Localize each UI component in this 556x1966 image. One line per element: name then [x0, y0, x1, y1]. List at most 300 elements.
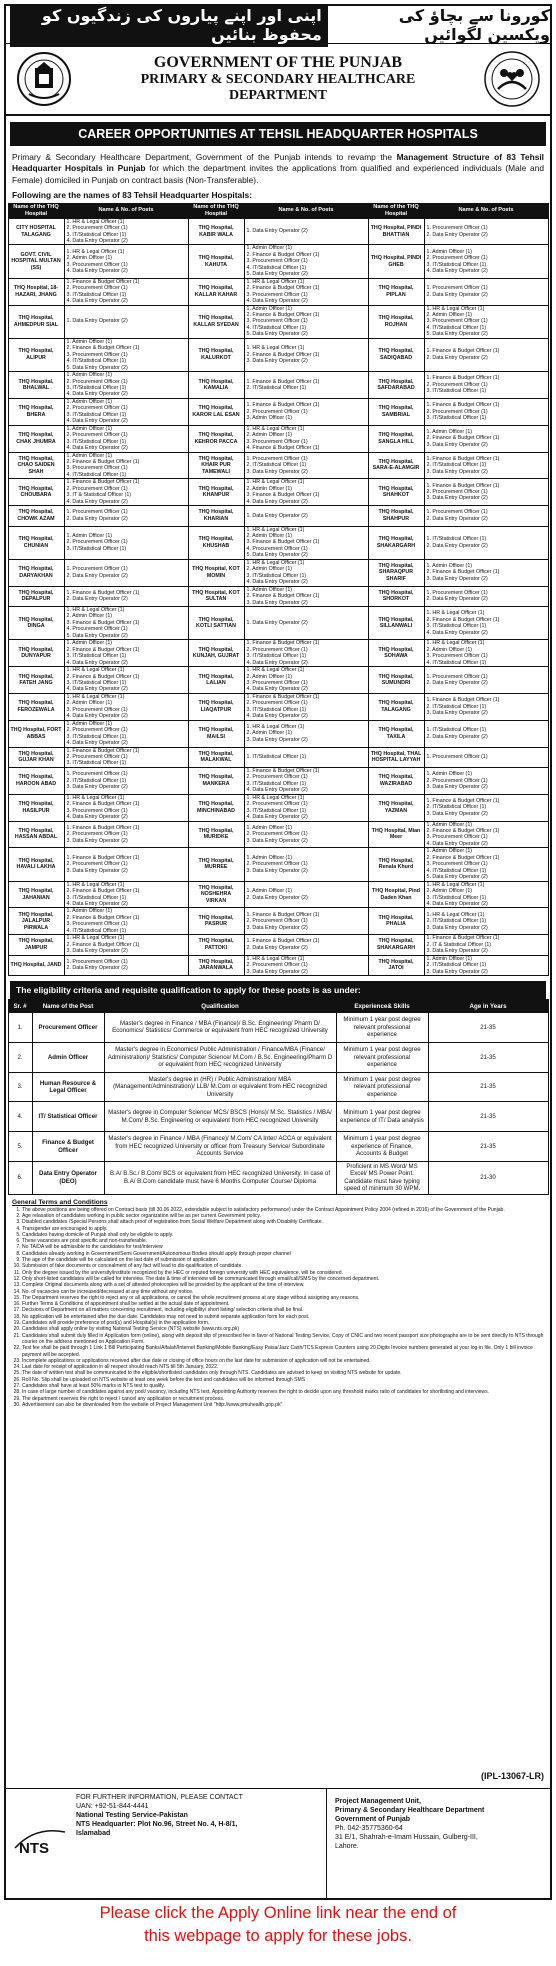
hospital-posts: 1. HR & Legal Officer (1) 2. Procurement Officer (1) 3. Data Entry Operator (2) — [244, 955, 368, 975]
hospital-posts: 1. Procurement Officer (1) 2. IT/Statistical Officer (1) 3. Data Entry Operator (2) — [64, 767, 188, 794]
table-row — [8, 1072, 548, 1102]
table-row — [8, 506, 548, 526]
table-row — [8, 607, 548, 640]
hospital-name: THQ Hospital, PHALIA — [368, 908, 424, 935]
hospital-name: THQ Hospital, SADIQABAD — [368, 338, 424, 371]
hospital-posts: 1. Admin Officer (1) 2. Procurement Officer (1) 3. Data Entry Operator (2) — [244, 848, 368, 881]
hospital-name: THQ Hospital, SAMBRIAL — [368, 398, 424, 425]
hospital-posts: 1. Finance & Budget Officer (1) 2. Procurement Officer (1) 3. IT/Statistical Officer (1) 4. Data Entry Operator (2) — [244, 640, 368, 667]
hospital-posts: 1. Finance & Budget Officer (1) 2. Procurement Officer (1) 3. Data Entry Operator (2) — [244, 908, 368, 935]
table-row — [8, 586, 548, 606]
qualification: Master's degree in Economics/ Public Administration / Finance/MBA (Finance/ Administration)/ Statistics/ Computer Science/ M.Com / B.Sc. Engineering/Pharm D or equivalent from HEC recognized University — [104, 1042, 336, 1072]
hospital-posts: 1. HR & Legal Officer (1) 2. Admin Officer (1) 3. Finance & Budget Officer (1) 4. Procurement Officer (1) 5. Data Entry Operator (2) — [64, 607, 188, 640]
table-row — [8, 245, 548, 278]
qualification: Master's degree in Computer Science/ MCS/ BSCS (Hons)/ M.Sc. Statistics / MBA/ M.Com/ B.Sc. Engineering or equivalent from HEC recognized University — [104, 1102, 336, 1132]
hospital-name: THQ Hospital, DARYAKHAN — [8, 559, 64, 586]
intro-part2: for which the department invites the applications from qualified and experienced individuals (Male and Female) domiciled in Punjab on contract basis (Non-Transferable). — [12, 163, 545, 185]
table-row — [8, 693, 548, 720]
qualification: B.A/ B.Sc./ B.Com/ BCS or equivalent from HEC recognized University. In case of B.A/ B.Com candidate must have 6 Months Computer Course/ Diploma — [104, 1162, 336, 1195]
hospital-name: THQ Hospital, CHOUBARA — [8, 479, 64, 506]
term-item: 17. Decisions of Department on all matters concerning recruitment, including eligibility/ short listing/ selection criteria shall be final. — [22, 1307, 544, 1313]
hospital-name: THQ Hospital, KUNJAH, GUJRAT — [188, 640, 244, 667]
hospital-name: THQ Hospital, DEPALPUR — [8, 586, 64, 606]
hospital-posts: 1. Procurement Officer (1) 2. Data Entry Operator (2) — [424, 667, 548, 694]
footer — [6, 1788, 550, 1898]
hospital-posts: 1. Admin Officer (1) 2. Finance & Budget Officer (1) 3. Data Entry Operator (2) — [424, 425, 548, 452]
hospital-name: THQ Hospital, JALALPUR PIRWALA — [8, 908, 64, 935]
hospital-posts: 1. Admin Officer (1) 2. Data Entry Operator (2) — [244, 881, 368, 908]
serial-number: 6. — [8, 1162, 32, 1195]
hospital-name: THQ Hospital, MAILSI — [188, 720, 244, 747]
table-row — [8, 1162, 548, 1195]
table-row — [8, 1102, 548, 1132]
serial-number: 3. — [8, 1072, 32, 1102]
footer-right-line4: Ph. 042-35775360-64 — [335, 1825, 403, 1833]
hospital-posts: 1. IT/Statistical Officer (1) — [244, 747, 368, 767]
column-header: Name & No. of Posts — [64, 204, 188, 219]
hospital-name: THQ Hospital, HASSAN ABDAL — [8, 821, 64, 848]
hospital-posts: 1. HR & Legal Officer (1) 2. Admin Officer (1) 3. Finance & Budget Officer (1) 4. Data Entry Operator (2) — [244, 479, 368, 506]
intro-bold: Management Structure of 83 Tehsil Headquarter Hospitals in Punjab — [12, 152, 545, 174]
hospital-posts: 1. Finance & Budget Officer (1) 2. Procurement Officer (1) 3. IT & Statistical Officer (1) 4. Data Entry Operator (2) — [64, 479, 188, 506]
hospital-name: THQ Hospital, SHAKARGARH — [368, 526, 424, 559]
hospital-posts: 1. Procurement Officer (1) 2. Data Entry Operator (2) — [424, 506, 548, 526]
advertisement — [4, 4, 552, 1900]
hospital-posts: 1. Admin Officer (1) 2. Finance & Budget Officer (1) 3. Procurement Officer (1) 4. IT/Statistical Officer (1) 5. Data Entry Operator (2) — [244, 305, 368, 338]
term-item: 14. No. of vacancies can be increased/decreased at any time without any notice. — [22, 1289, 544, 1295]
age-range: 21-35 — [428, 1102, 548, 1132]
hospital-posts: 1. Admin Officer (1) 2. Finance & Budget Officer (1) 3. Procurement Officer (1) 4. Data Entry Operator (2) — [424, 821, 548, 848]
hospital-name: GOVT. CIVIL HOSPITAL MULTAN (SS) — [8, 245, 64, 278]
hospital-table — [8, 203, 549, 976]
column-header: Experience& Skills — [336, 1000, 428, 1013]
column-header: Name of the THQ Hospital — [188, 204, 244, 219]
intro-paragraph — [6, 150, 550, 188]
age-range: 21-35 — [428, 1072, 548, 1102]
experience: Minimum 1 year post degree relevant professional experience — [336, 1013, 428, 1043]
experience: Minimum 1 year post degree experience of IT/ Data analysis — [336, 1102, 428, 1132]
term-item: 8. Candidates already working in Government/Semi Government/Autonomous Bodies should apply through proper channel — [22, 1251, 544, 1257]
hospital-name: THQ Hospital, DINGA — [8, 607, 64, 640]
column-header: Age in Years — [428, 1000, 548, 1013]
hospital-name: THQ Hospital, KHUSHAB — [188, 526, 244, 559]
hospital-name: THQ Hospital, KABIR WALA — [188, 218, 244, 245]
hospital-posts: 1. IT/Statistical Officer (1) 2. Data Entry Operator (2) — [424, 720, 548, 747]
eligibility-table-header — [8, 1000, 548, 1013]
column-header: Name & No. of Posts — [424, 204, 548, 219]
term-item: 28. In case of large number of candidates against any post/ vacancy, including NTS test, Appointing Authority reserves the right to decide upon any threshold marks ratio of candidates for shortlisting and interviews. — [22, 1389, 544, 1395]
hospital-name: THQ Hospital, SOHAWA — [368, 640, 424, 667]
post-name: Finance & Budget Officer — [32, 1132, 104, 1162]
footer-right-line1: Project Management Unit, — [335, 1798, 421, 1805]
hospital-name: THQ Hospital, KOT MOMIN — [188, 559, 244, 586]
table-row — [8, 667, 548, 694]
hospital-posts: 1. HR & Legal Officer (1) 2. IT/Statistical Officer (1) 3. Data Entry Operator (2) — [424, 908, 548, 935]
hospital-posts: 1. HR & Legal Officer (1) 2. Admin Officer (1) 3. IT/Statistical Officer (1) 4. Data Entry Operator (2) — [244, 559, 368, 586]
hospital-name: THQ Hospital, TAXILA — [368, 720, 424, 747]
hospital-name: THQ Hospital, JAHANIAN — [8, 881, 64, 908]
footer-right-line6: Lahore. — [335, 1843, 359, 1851]
apply-note-line1: Please click the Apply Online link near the end of — [99, 1904, 457, 1922]
table-row — [8, 848, 548, 881]
hospital-name: THQ Hospital, KEHROR PACCA — [188, 425, 244, 452]
hospital-name: THQ Hospital, KALURKOT — [188, 338, 244, 371]
hospital-name: THQ Hospital, SHAHPUR — [368, 506, 424, 526]
hospital-name: THQ Hospital, BHERA — [8, 398, 64, 425]
hospital-name: THQ Hospital, ROJHAN — [368, 305, 424, 338]
hospital-name: THQ Hospital, CHAK JHUMRA — [8, 425, 64, 452]
hospital-posts: 1. HR & Legal Officer (1) 2. Finance & Budget Officer (1) 3. Procurement Officer (1) 4. Data Entry Operator (2) — [64, 794, 188, 821]
serial-number: 4. — [8, 1102, 32, 1132]
hospital-name: THQ Hospital, HAVALI LAKHA — [8, 848, 64, 881]
hospital-posts: 1. Admin Officer (1) 2. Finance & Budget Officer (1) 3. Data Entry Operator (2) — [244, 586, 368, 606]
hospital-posts: 1. Admin Officer (1) 2. Finance & Budget Officer (1) 3. IT/Statistical Officer (1) 4. Data Entry Operator (2) — [64, 640, 188, 667]
hospital-name: THQ Hospital, PASRUR — [188, 908, 244, 935]
hospital-posts: 1. Admin Officer (1) 2. IT/Statistical Officer (1) 3. Data Entry Operator (2) — [424, 955, 548, 975]
footer-right-line5: 31 E/1, Shahrah-e-Imam Hussain, Gulberg-III, — [335, 1834, 478, 1842]
table-row — [8, 881, 548, 908]
footer-left-line1: FOR FURTHER INFORMATION, PLEASE CONTACT — [76, 1794, 243, 1801]
hospital-name: THQ Hospital, KAROR LAL ESAN — [188, 398, 244, 425]
table-row — [8, 425, 548, 452]
hospital-name: THQ Hospital, SHAKARGARH — [368, 935, 424, 955]
table-row — [8, 908, 548, 935]
term-item: 21. Candidates shall submit duly filled in Application form (online), along with deposit slip of prescribed fee in favor of National Testing Service, Copy of CNIC and two recent passport size photographs are to be sent directly to NTS through courier on the address mentioned on Application Form. — [22, 1333, 544, 1346]
header-title — [82, 54, 474, 105]
urdu-banner-right: کورونا سے بچاؤ کی ویکسین لگوائیں — [398, 5, 550, 44]
punjab-govt-logo-icon — [12, 47, 76, 111]
hospital-posts: 1. Procurement Officer (1) 2. Data Entry Operator (2) — [64, 506, 188, 526]
table-row — [8, 1042, 548, 1072]
urdu-banner-left: اپنی اور اپنے پیاروں کی زندگیوں کو محفوظ بنائیں — [10, 4, 328, 47]
term-item: 26. Roll No. Slip shall be uploaded on NTS website at least one week before the test and candidates will be informed through SMS — [22, 1377, 544, 1383]
footer-contact-pmu — [326, 1789, 550, 1898]
footer-contact-nts — [6, 1789, 326, 1898]
hospital-name: THQ Hospital, MALAKWAL — [188, 747, 244, 767]
footer-left-line2: UAN: +92-51-844-4441 — [76, 1803, 149, 1811]
qualification: Master's degree in Finance / MBA (Finance)/ B.Sc. Engineering/ Pharm D/ Economics/ Statistics/ Commerce or equivalent from HEC recognized University — [104, 1013, 336, 1043]
table-row — [8, 398, 548, 425]
hospital-posts: 1. HR & Legal Officer (1) 2. Finance & Budget Officer (1) 3. Data Entry Operator (2) — [64, 935, 188, 955]
hospital-posts: 1. Finance & Budget Officer (1) 2. Procurement Officer (1) 3. IT/Statistical Officer (1) — [424, 398, 548, 425]
table-row — [8, 747, 548, 767]
hospital-posts: 1. Admin Officer (1) 2. Procurement Officer (1) 3. IT/Statistical Officer (1) 4. Data Entry Operator (2) — [424, 245, 548, 278]
hospital-name: THQ Hospital, TALAGANG — [368, 693, 424, 720]
hospital-name: THQ Hospital, SHAHKOT — [368, 479, 424, 506]
hospital-posts: 1. Finance & Budget Officer (1) 2. IT/Statistical Officer (1) 3. Data Entry Operator (2) — [424, 452, 548, 479]
hospital-name: THQ Hospital, KHAIR PUR TAMEWALI — [188, 452, 244, 479]
term-item: 23. Incomplete applications or applications received after due date or closing of office hours on the last date for submission of application will not be entertained. — [22, 1358, 544, 1364]
term-item: 12. Only short-listed candidates will be called for interview. The date & time of interview will be communicated through email/call/SMS by the concerned department. — [22, 1276, 544, 1282]
hospital-posts: 1. HR & Legal Officer (1) 2. Finance & Budget Officer (1) 3. IT/Statistical Officer (1) 4. Data Entry Operator (2) — [64, 881, 188, 908]
hospital-name: THQ Hospital, CHOWK AZAM — [8, 506, 64, 526]
column-header: Name of the THQ Hospital — [368, 204, 424, 219]
table-row — [8, 372, 548, 399]
hospital-table-header — [8, 204, 548, 219]
hospital-posts: 1. HR & Legal Officer (1) 2. Procurement Officer (1) 3. IT/Statistical Officer (1) 4. Data Entry Operator (2) — [64, 218, 188, 245]
hospital-name: THQ Hospital, DUNYAPUR — [8, 640, 64, 667]
intro-part1: Primary & Secondary Healthcare Department, Government of the Punjab intends to revamp the — [12, 152, 397, 162]
hospital-posts: 1. HR & Legal Officer (1) 2. Procurement Officer (1) 3. IT/Statistical Officer (1) 4. Data Entry Operator (2) — [244, 794, 368, 821]
hospital-posts: 1. HR & Legal Officer (1) 2. Finance & Budget Officer (1) 3. Procurement Officer (1) 4. Data Entry Operator (2) — [244, 278, 368, 305]
hospital-posts: 1. Procurement Officer (1) 2. Data Entry Operator (2) — [424, 278, 548, 305]
hospital-list-heading: Following are the names of 83 Tehsil Headquarter Hospitals: — [12, 190, 252, 201]
hospital-posts: 1. Procurement Officer (1) 2. Data Entry Operator (2) — [424, 586, 548, 606]
hospital-posts: 1. Admin Officer (1) 2. Procurement Officer (1) 3. IT/Statistical Officer (1) — [64, 526, 188, 559]
hospital-name: THQ Hospital, LIAQATPUR — [188, 693, 244, 720]
table-row — [8, 821, 548, 848]
term-item: 18. No application will be entertained after the due date. Candidates may not need to submit separate application form for each post. — [22, 1314, 544, 1320]
hospital-name: THQ Hospital, KHARIAN — [188, 506, 244, 526]
table-row — [8, 559, 548, 586]
hospital-posts: 1. Data Entry Operator (2) — [244, 607, 368, 640]
hospital-name: THQ Hospital, NOSHEHRA VIRKAN — [188, 881, 244, 908]
experience: Minimum 1 year post degree relevant professional experience — [336, 1072, 428, 1102]
post-name: Admin Officer — [32, 1042, 104, 1072]
experience: Minimum 1 year post degree experience of Finance, Accounts & Budget — [336, 1132, 428, 1162]
hospital-name: THQ Hospital, PIPLAN — [368, 278, 424, 305]
nts-logo-text: NTS — [19, 1840, 49, 1856]
hospital-name: THQ Hospital, HASILPUR — [8, 794, 64, 821]
hospital-name: THQ Hospital, FEROZEWALA — [8, 693, 64, 720]
hospital-posts: 1. HR & Legal Officer (1) 2. Admin Officer (1) 3. IT/Statistical Officer (1) 4. Data Entry Operator (2) — [424, 881, 548, 908]
term-item: 20. Candidates shall apply online by visiting National Testing Service (NTS) website (www.nts.org.pk) — [22, 1326, 544, 1332]
hospital-name: THQ Hospital, PINDI GHEB — [368, 245, 424, 278]
terms-title: General Terms and Conditions — [12, 1198, 108, 1206]
hospital-posts: 1. Finance & Budget Officer (1) 2. Procurement Officer (1) 3. IT/Statistical Officer (1) — [64, 747, 188, 767]
terms-list — [6, 1207, 550, 1409]
hospital-posts: 1. Finance & Budget Officer (1) 2. Procurement Officer (1) 3. IT/Statistical Officer (1) 4. Data Entry Operator (2) — [64, 278, 188, 305]
column-header: Name of the Post — [32, 1000, 104, 1013]
govt-name: GOVERNMENT OF THE PUNJAB — [153, 53, 403, 71]
hospital-posts: 1. HR & Legal Officer (1) 2. Admin Officer (1) 3. Procurement Officer (1) 4. IT/Statistical Officer (1) 5. Data Entry Operator (2) — [424, 305, 548, 338]
hospital-name: THQ Hospital, YAZMAN — [368, 794, 424, 821]
hospital-name: THQ Hospital, KALLAR SYEDAN — [188, 305, 244, 338]
hospital-posts: 1. HR & Legal Officer (1) 2. Admin Officer (1) 3. Procurement Officer (1) 4. IT/Statistical Officer (1) — [424, 640, 548, 667]
post-name: Human Resource & Legal Officer — [32, 1072, 104, 1102]
table-row — [8, 526, 548, 559]
hospital-posts: 1. Admin Officer (1) 2. Procurement Officer (1) 3. Data Entry Operator (2) — [424, 767, 548, 794]
post-name: Procurement Officer — [32, 1013, 104, 1043]
eligibility-title: The eligibility criteria and requisite qualification to apply for these posts is as under: — [10, 981, 546, 999]
hospital-name: THQ Hospital, LALIAN — [188, 667, 244, 694]
hospital-posts: 1. Finance & Budget Officer (1) 2. IT/Statistical Officer (1) 3. Data Entry Operator (2) — [424, 693, 548, 720]
table-row — [8, 305, 548, 338]
hospital-posts: 1. Procurement Officer (1) 2. Data Entry Operator (2) — [64, 955, 188, 975]
footer-left-line5: Islamabad — [76, 1830, 111, 1838]
footer-left-line4: NTS Headquarter: Plot No.96, Street No. 4, H-8/1, — [76, 1821, 238, 1829]
hospital-name: THQ Hospital, HAROON ABAD — [8, 767, 64, 794]
hospital-posts: 1. HR & Legal Officer (1) 2. Admin Officer (1) 3. Procurement Officer (1) 4. Data Entry Operator (2) — [244, 667, 368, 694]
post-name: Data Entry Operator (DEO) — [32, 1162, 104, 1195]
hospital-name: THQ Hospital, SUMUNDRI — [368, 667, 424, 694]
urdu-banner — [6, 6, 550, 44]
table-row — [8, 720, 548, 747]
table-row — [8, 935, 548, 955]
term-item: 13. Complete Original documents along with a set of attested photocopies will be provided by the applicant at the time of interview. — [22, 1282, 544, 1288]
term-item: 29. The department reserves the right to reject / cancel any application or recruitment process. — [22, 1396, 544, 1402]
hospital-posts: 1. Data Entry Operator (2) — [244, 506, 368, 526]
term-item: 3. Disabled candidates /Special Persons shall attach proof of registration from Social Welfare Department along with Disability Certificate. — [22, 1219, 544, 1225]
hospital-posts: 1. Procurement Officer (1) — [424, 747, 548, 767]
eligibility-table — [8, 999, 549, 1195]
hospital-posts: 1. Data Entry Operator (2) — [64, 305, 188, 338]
hospital-posts: 1. Admin Officer (1) 2. Procurement Officer (1) 3. IT/Statistical Officer (1) 4. Data Entry Operator (2) — [64, 398, 188, 425]
experience: Minimum 1 year post degree relevant professional experience — [336, 1042, 428, 1072]
hospital-name: THQ Hospital, KOTLI SATTIAN — [188, 607, 244, 640]
hospital-name: THQ Hospital, JATOI — [368, 955, 424, 975]
hospital-posts: 1. Finance & Budget Officer (1) 2. Procurement Officer (1) 3. Admin Officer (1) — [244, 398, 368, 425]
nts-logo-icon — [12, 1821, 68, 1861]
footer-right-line2: Primary & Secondary Healthcare Department — [335, 1807, 485, 1815]
page-title: CAREER OPPORTUNITIES AT TEHSIL HEADQUARTER HOSPITALS — [10, 122, 546, 146]
hospital-name: THQ Hospital, 18-HAZARI, JHANG — [8, 278, 64, 305]
table-row — [8, 479, 548, 506]
hospital-posts: 1. Finance & Budget Officer (1) 2. Procurement Officer (1) 3. Data Entry Operator (2) — [424, 479, 548, 506]
term-item: 25. The date of written test shall be communicated to the eligible/shortlisted candidates only through NTS. Candidates are advised to keep on visiting NTS website for update. — [22, 1370, 544, 1376]
table-row — [8, 338, 548, 371]
table-row — [8, 218, 548, 245]
term-item: 5. Candidates having domicile of Punjab shall only be eligible to apply. — [22, 1232, 544, 1238]
column-header: Qualification — [104, 1000, 336, 1013]
hospital-name: THQ Hospital, KAMALIA — [188, 372, 244, 399]
hospital-posts: 1. Admin Officer (1) 2. Finance & Budget Officer (1) 3. Procurement Officer (1) 4. IT/Statistical Officer (1) 5. Data Entry Operator (2) — [424, 848, 548, 881]
hospital-posts: 1. Finance & Budget Officer (1) 2. IT/Statistical Officer (1) — [244, 372, 368, 399]
term-item: 1. The above positions are being offered on Contract basis (till 30.06.2022, extendable subject to satisfactory performance) under the Contract Appointment Policy 2004 (refined in 2016) of the Government of the Punjab. — [22, 1207, 544, 1213]
hospital-name: THQ Hospital, AHMEDPUR SIAL — [8, 305, 64, 338]
healthcare-department-logo-icon — [480, 47, 544, 111]
hospital-name: THQ Hospital, KALLAR KAHAR — [188, 278, 244, 305]
hospital-posts: 1. Admin Officer (1) 2. Procurement Officer (1) 3. IT/Statistical Officer (1) 4. Data Entry Operator (2) — [64, 720, 188, 747]
hospital-posts: 1. Admin Officer (1) 2. Finance & Budget Officer (1) 3. Procurement Officer (1) 4. IT/Statistical Officer (1) 5. Data Entry Operator (2) — [64, 338, 188, 371]
hospital-name: THQ Hospital, SAFDARABAD — [368, 372, 424, 399]
hospital-posts: 1. Finance & Budget Officer (1) 2. IT/Statistical Officer (1) 3. Data Entry Operator (2) — [424, 794, 548, 821]
hospital-posts: 1. HR & Legal Officer (1) 2. Admin Officer (1) 3. Procurement Officer (1) 4. Data Entry Operator (2) — [64, 245, 188, 278]
hospital-name: THQ Hospital, SILLANWALI — [368, 607, 424, 640]
table-row — [8, 794, 548, 821]
hospital-name: THQ Hospital, KAHUTA — [188, 245, 244, 278]
department-name-line2: DEPARTMENT — [228, 88, 328, 104]
age-range: 21-30 — [428, 1162, 548, 1195]
hospital-posts: 1. Admin Officer (1) 2. Finance & Budget Officer (1) 3. Procurement Officer (1) 4. IT/Statistical Officer (1) 5. Data Entry Operator (2) — [244, 245, 368, 278]
hospital-name: THQ Hospital, JAND — [8, 955, 64, 975]
hospital-name: THQ Hospital, MINCHINABAD — [188, 794, 244, 821]
hospital-posts: 1. Finance & Budget Officer (1) 2. Procurement Officer (1) 3. IT/Statistical Officer (1) 4. Data Entry Operator (2) — [244, 693, 368, 720]
hospital-posts: 1. HR & Legal Officer (1) 2. Admin Officer (1) 3. Procurement Officer (1) 4. Data Entry Operator (2) — [64, 693, 188, 720]
hospital-name: THQ Hospital, GUJAR KHAN — [8, 747, 64, 767]
hospital-name: THQ Hospital, JAMPUR — [8, 935, 64, 955]
hospital-posts: 1. Admin Officer (1) 2. Procurement Officer (1) 3. IT/Statistical Officer (1) 4. Data Entry Operator (2) — [64, 372, 188, 399]
hospital-posts: 1. Admin Officer (1) 2. Procurement Officer (1) 3. Data Entry Operator (2) — [244, 821, 368, 848]
term-item: 19. Candidates will provide preference of post(s) and Hospital(s) in the application form. — [22, 1320, 544, 1326]
hospital-posts: 1. Procurement Officer (1) 2. Data Entry Operator (2) — [64, 559, 188, 586]
hospital-posts: 1. Finance & Budget Officer (1) 2. Procurement Officer (1) 3. IT/Statistical Officer (1) — [424, 372, 548, 399]
department-name-line1: PRIMARY & SECONDARY HEALTHCARE — [140, 72, 416, 88]
hospital-name: THQ Hospital, PINDI BHATTIAN — [368, 218, 424, 245]
hospital-posts: 1. Finance & Budget Officer (1) 2. Data Entry Operator (2) — [424, 338, 548, 371]
hospital-posts: 1. Admin Officer (1) 2. Finance & Budget Officer (1) 3. Procurement Officer (1) 4. IT/Statistical Officer (1) — [64, 908, 188, 935]
hospital-name: THQ Hospital, KOT SULTAN — [188, 586, 244, 606]
table-row — [8, 955, 548, 975]
table-row — [8, 1132, 548, 1162]
column-header: Name & No. of Posts — [244, 204, 368, 219]
hospital-name: THQ Hospital, MANKERA — [188, 767, 244, 794]
hospital-name: THQ Hospital, JARANWALA — [188, 955, 244, 975]
hospital-posts: 1. Finance & Budget Officer (1) 2. Data Entry Operator (2) — [244, 935, 368, 955]
hospital-name: THQ Hospital, WAZIRABAD — [368, 767, 424, 794]
hospital-name: THQ Hospital, SHORKOT — [368, 586, 424, 606]
hospital-name: THQ Hospital, THAL HOSPITAL LAYYAH — [368, 747, 424, 767]
hospital-posts: 1. IT/Statistical Officer (1) 2. Data Entry Operator (2) — [424, 526, 548, 559]
hospital-name: CITY HOSPITAL TALAGANG — [8, 218, 64, 245]
apply-note-line2: this webpage to apply for these jobs. — [144, 1926, 412, 1945]
qualification: Master's degree in Finance / MBA (Finance)/ M.Com/ CA Inter/ ACCA or equivalent from HEC recognized University or officer from Treasury Service/ Subordinate Accounts Service — [104, 1132, 336, 1162]
table-row — [8, 767, 548, 794]
hospital-posts: 1. HR & Legal Officer (1) 2. Admin Officer (1) 3. Procurement Officer (1) 4. Finance & Budget Officer (1) — [244, 425, 368, 452]
hospital-posts: 1. Finance & Budget Officer (1) 2. Data Entry Operator (2) — [64, 586, 188, 606]
term-item: 15. The Department reserves the right to reject any or all applications, or cancel the whole recruitment process at any stage without assigning any reasons. — [22, 1295, 544, 1301]
serial-number: 1. — [8, 1013, 32, 1043]
table-row — [8, 452, 548, 479]
term-item: 30. Advertisement can also be downloaded from the website of Project Management Unit "http://www.pmuhealth.gop.pk" — [22, 1402, 544, 1408]
experience: Proficient in MS Word/ MS Excel/ MS Power Point. Candidate must have typing speed of minimum 30 WPM. — [336, 1162, 428, 1195]
hospital-name: THQ Hospital, Mian Meer — [368, 821, 424, 848]
term-item: 11. Only the degree issued by the university/institute recognized by the HEC or reputed foreign university with HEC equivalence, will be considered. — [22, 1270, 544, 1276]
age-range: 21-35 — [428, 1042, 548, 1072]
hospital-name: THQ Hospital, SARA-E-ALAMGIR — [368, 452, 424, 479]
hospital-posts: 1. Finance & Budget Officer (1) 2. Procurement Officer (1) 3. Data Entry Operator (2) — [64, 848, 188, 881]
qualification: Master's degree in (HR) / Public Administration/ MBA (Management/Administration)/ LLB/ M.Com or equivalent from HEC recognized University — [104, 1072, 336, 1102]
table-row — [8, 640, 548, 667]
hospital-posts: 1. Procurement Officer (1) 2. Data Entry Operator (2) — [424, 218, 548, 245]
column-header: Name of the THQ Hospital — [8, 204, 64, 219]
footer-right-line3: Government of Punjab — [335, 1816, 411, 1824]
age-range: 21-35 — [428, 1013, 548, 1043]
hospital-name: THQ Hospital, BHALWAL — [8, 372, 64, 399]
hospital-posts: 1. HR & Legal Officer (1) 2. Admin Officer (1) 3. Data Entry Operator (2) — [244, 720, 368, 747]
post-name: IT/ Statistical Officer — [32, 1102, 104, 1132]
hospital-name: THQ Hospital, PATTOKI — [188, 935, 244, 955]
term-item: 22. Test fee shall be paid through 1 Link 1 Bill Participating Banks/Alfalah/Internet Banking/Mobile Banking/Easy Paisa/Jazz Cash/TCS Express Counters using 20 Digits Invoice numbers generated at your log-in file. Only 1 bill invoice payment will be accepted. — [22, 1345, 544, 1358]
hospital-posts: 1. Data Entry Operator (2) — [244, 218, 368, 245]
hospital-name: THQ Hospital, SANGLA HILL — [368, 425, 424, 452]
hospital-posts: 1. Finance & Budget Officer (1) 2. IT & Statistical Officer (1) 3. Data Entry Operator (2) — [424, 935, 548, 955]
term-item: 9. The age of the candidate will be calculated on the last date of submission of application. — [22, 1257, 544, 1263]
hospital-name: THQ Hospital, CHUNIAN — [8, 526, 64, 559]
header — [6, 44, 550, 116]
table-row — [8, 1013, 548, 1043]
serial-number: 5. — [8, 1132, 32, 1162]
hospital-posts: 1. Finance & Budget Officer (1) 2. Procurement Officer (1) 3. IT/Statistical Officer (1) 4. Data Entry Operator (2) — [244, 767, 368, 794]
age-range: 21-35 — [428, 1132, 548, 1162]
hospital-name: THQ Hospital, MURIDKE — [188, 821, 244, 848]
table-row — [8, 278, 548, 305]
hospital-name: THQ Hospital, Pind Daden Khan — [368, 881, 424, 908]
footer-left-line3: National Testing Service-Pakistan — [76, 1812, 188, 1820]
serial-number: 2. — [8, 1042, 32, 1072]
hospital-posts: 1. HR & Legal Officer (1) 2. Admin Officer (1) 3. Finance & Budget Officer (1) 4. Procurement Officer (1) 5. Data Entry Operator (2) — [244, 526, 368, 559]
apply-online-note — [0, 1902, 556, 1948]
hospital-posts: 1. Finance & Budget Officer (1) 2. Procurement Officer (1) 3. Data Entry Operator (2) — [64, 821, 188, 848]
hospital-posts: 1. HR & Legal Officer (1) 2. Finance & Budget Officer (1) 3. IT/Statistical Officer (1) 4. Data Entry Operator (2) — [64, 667, 188, 694]
hospital-name: THQ Hospital, FATEH JANG — [8, 667, 64, 694]
term-item: 27. Candidates shall have at least 50% marks in NTS test to qualify. — [22, 1383, 544, 1389]
term-item: 16. Further Terms & Conditions of appointment shall be settled at the actual date of appointment. — [22, 1301, 544, 1307]
hospital-posts: 1. HR & Legal Officer (1) 2. Finance & Budget Officer (1) 3. Data Entry Operator (2) — [244, 338, 368, 371]
term-item: 10. Submission of fake documents or concealment of any fact will lead to dis-qualification of candidate. — [22, 1263, 544, 1269]
hospital-name: THQ Hospital, KHANPUR — [188, 479, 244, 506]
term-item: 7. No TA/DA will be admissible to the candidates for test/interview — [22, 1244, 544, 1250]
